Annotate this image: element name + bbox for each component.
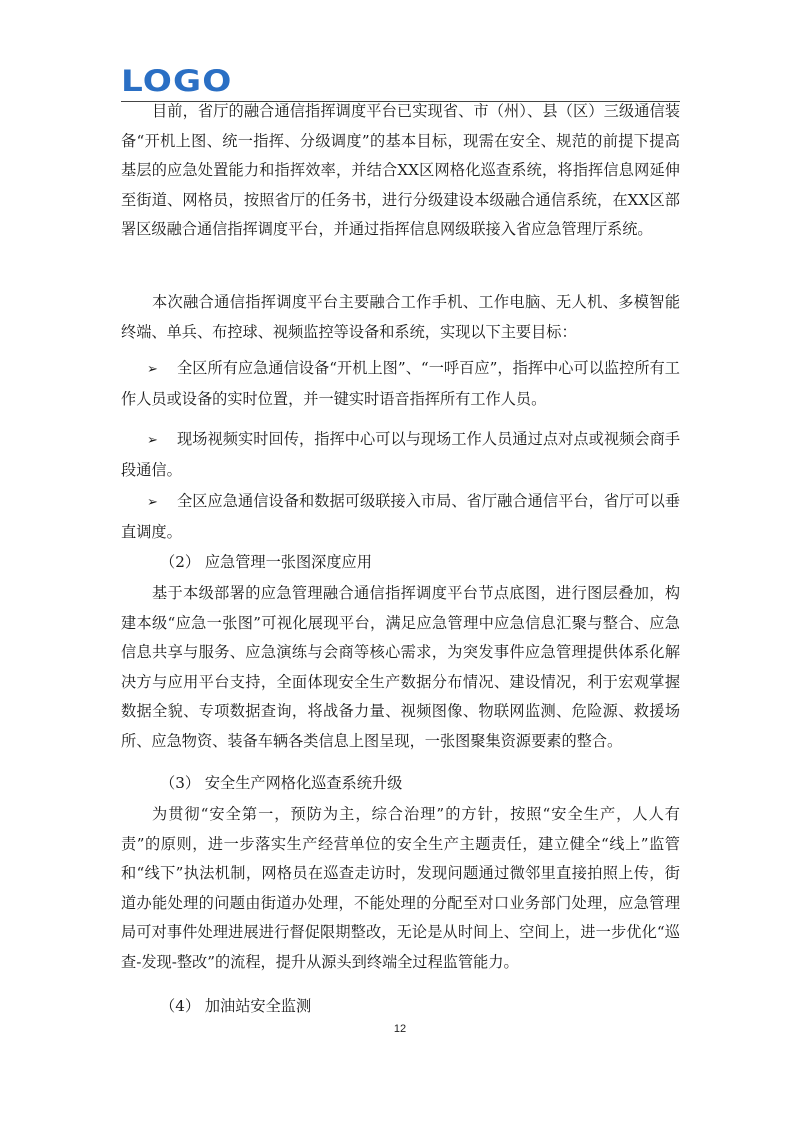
page-number: 12 [393, 1023, 407, 1035]
bullet-text: 现场视频实时回传，指挥中心可以与现场工作人员通过点对点或视频会商手段通信。 [121, 430, 680, 479]
bullet-item [121, 354, 680, 414]
bullet-item [121, 487, 680, 547]
paragraph-goals: 本次融合通信指挥调度平台主要融合工作手机、工作电脑、无人机、多模智能终端、单兵、布控球、视频监控等设备和系统，实现以下主要目标： [121, 293, 680, 341]
arrow-bullet-icon: ➢ [147, 495, 158, 510]
arrow-bullet-icon: ➢ [147, 433, 158, 448]
arrow-bullet-icon: ➢ [147, 362, 158, 377]
logo: LOGO [121, 64, 233, 98]
section-heading: （4） 加油站安全监测 [160, 997, 312, 1015]
bullet-text: 全区所有应急通信设备“开机上图”、“一呼百应”，指挥中心可以监控所有工作人员或设备的实时位置，并一键实时语音指挥所有工作人员。 [121, 359, 680, 408]
bullet-item [121, 425, 680, 485]
paragraph-grid-patrol: 为贯彻“安全第一，预防为主，综合治理”的方针，按照“安全生产，人人有责”的原则，进一步落实生产经营单位的安全生产主题责任，建立健全“线上”监管和“线下”执法机制，网格员在巡查走访时，发现问题通过微邻里直接拍照上传，街道办能处理的问题由街道办处理，不能处理的分配至对口业务部门处理，应急管理局可对事件处理进展进行督促限期整改，无论是从时间上、空间上，进一步优化“巡查-发现-整改”的流程，提升从源头到终端全过程监管能力。 [121, 805, 680, 971]
section-heading: （2） 应急管理一张图深度应用 [160, 553, 372, 571]
bullet-text: 全区应急通信设备和数据可级联接入市局、省厅融合通信平台，省厅可以垂直调度。 [121, 492, 680, 541]
section-heading: （3） 安全生产网格化巡查系统升级 [160, 774, 403, 792]
paragraph-intro: 目前，省厅的融合通信指挥调度平台已实现省、市（州）、县（区）三级通信装备“开机上图、统一指挥、分级调度”的基本目标，现需在安全、规范的前提下提高基层的应急处置能力和指挥效率，并结合XX区网格化巡查系统，将指挥信息网延伸至街道、网格员，按照省厅的任务书，进行分级建设本级融合通信系统，在XX区部署区级融合通信指挥调度平台，并通过指挥信息网级联接入省应急管理厅系统。 [121, 102, 680, 239]
paragraph-one-map: 基于本级部署的应急管理融合通信指挥调度平台节点底图，进行图层叠加，构建本级“应急一张图”可视化展现平台，满足应急管理中应急信息汇聚与整合、应急信息共享与服务、应急演练与会商等核心需求，为突发事件应急管理提供体系化解决方与应用平台支持，全面体现安全生产数据分布情况、建设情况，利于宏观掌握数据全貌、专项数据查询，将战备力量、视频图像、物联网监测、危险源、救援场所、应急物资、装备车辆各类信息上图呈现，一张图聚集资源要素的整合。 [121, 584, 680, 750]
